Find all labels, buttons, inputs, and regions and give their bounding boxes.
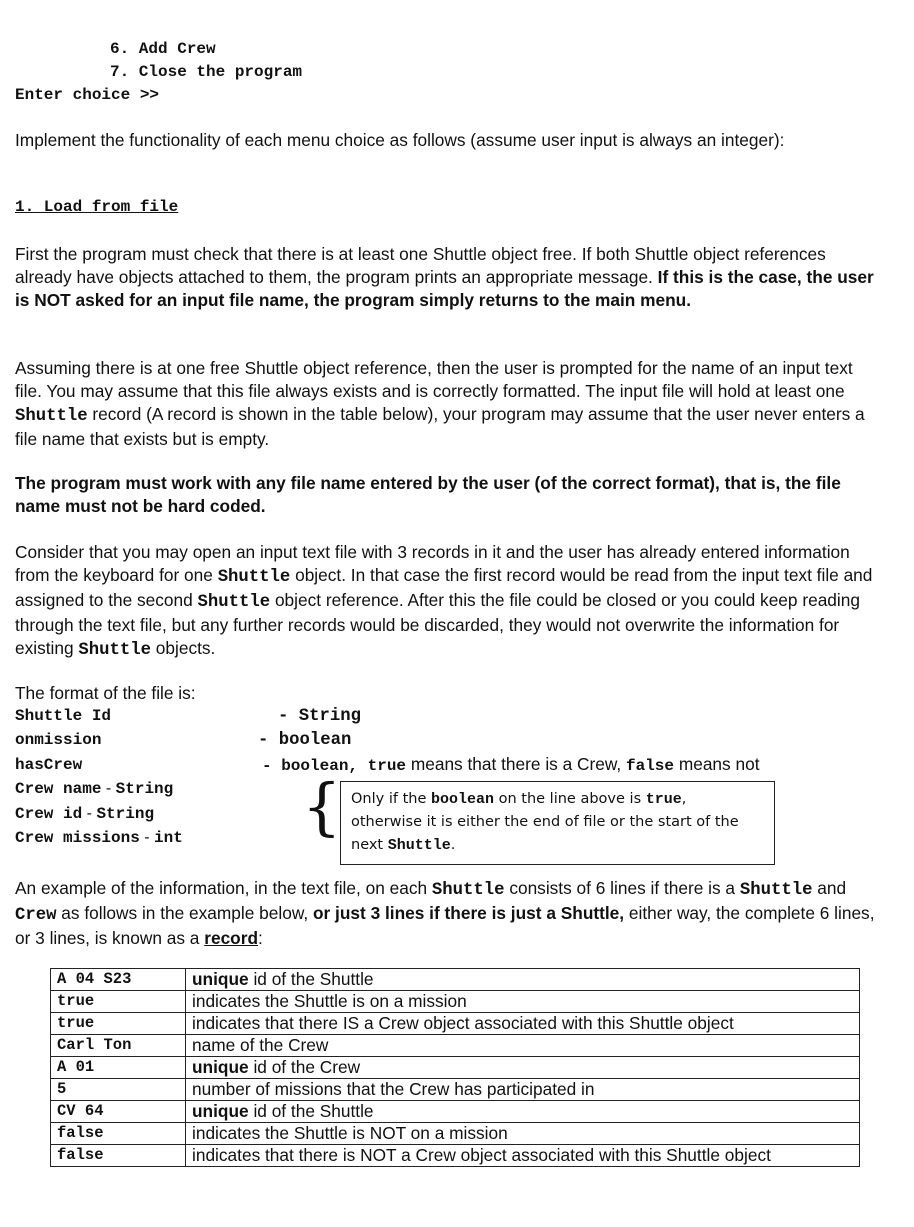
table-row: true indicates the Shuttle is on a mission — [51, 991, 860, 1013]
format-type-shuttle-id: - String — [278, 707, 361, 726]
record-example-table — [50, 968, 860, 1167]
intro-paragraph: Implement the functionality of each menu choice as follows (assume user input is always an integer): — [15, 130, 785, 150]
menu-item-close-program: 7. Close the program — [110, 63, 303, 81]
format-field-onmission: onmission — [15, 731, 102, 749]
curly-brace-icon: { — [302, 770, 342, 843]
format-field-shuttle-id: Shuttle Id — [15, 707, 112, 725]
table-row: CV 64 unique id of the Shuttle — [51, 1101, 860, 1123]
table-row: A 04 S23 unique id of the Shuttle — [51, 969, 860, 991]
section-heading-load-from-file: 1. Load from file — [15, 198, 179, 216]
table-row: A 01 unique id of the Crew — [51, 1057, 860, 1079]
menu-item-add-crew: 6. Add Crew — [110, 40, 216, 58]
format-type-onmission: - boolean — [258, 731, 352, 750]
table-row: false indicates that there is NOT a Crew object associated with this Shuttle object — [51, 1145, 860, 1167]
table-row: true indicates that there IS a Crew object associated with this Shuttle object — [51, 1013, 860, 1035]
menu-prompt: Enter choice >> — [15, 86, 160, 104]
format-field-hascrew: hasCrew — [15, 756, 83, 774]
paragraph-record-example: An example of the information, in the text file, on each Shuttle consists of 6 lines if there is a Shuttle and Crew as follows in the example below, or just 3 lines if there is just a Shuttle, either way, the complete 6 lines, or 3 lines, is known as a record: — [15, 878, 875, 948]
format-field-crew-name: Crew name - String — [15, 780, 174, 798]
paragraph-input-file-prompt: Assuming there is at one free Shuttle object reference, then the user is prompted for the name of an input text file. You may assume that this file always exists and is correctly formatted. The input file will hold at least one Shuttle record (A record is shown in the table below), your program may assume that the user never enters a file name that exists but is empty. — [15, 358, 865, 449]
paragraph-no-hard-coding: The program must work with any file name entered by the user (of the correct format), that is, the file name must not be hard coded. — [15, 473, 841, 516]
format-type-hascrew: - boolean, true means that there is a Crew, false means not — [262, 754, 760, 775]
paragraph-record-handling: Consider that you may open an input text file with 3 records in it and the user has already entered information from the keyboard for one Shuttle object. In that case the first record would be read from the input text file and assigned to the second Shuttle object reference. After this the file could be closed or you could keep reading through the text file, but any further records would be discarded, they would not overwrite the information for existing Shuttle objects. — [15, 542, 873, 660]
format-field-crew-missions: Crew missions - int — [15, 829, 183, 847]
format-intro: The format of the file is: — [15, 683, 196, 703]
table-row: Carl Ton name of the Crew — [51, 1035, 860, 1057]
crew-condition-note: Only if the boolean on the line above is true, otherwise it is either the end of file or the start of the next Shuttle. — [340, 781, 775, 865]
table-row: false indicates the Shuttle is NOT on a mission — [51, 1123, 860, 1145]
format-field-crew-id: Crew id - String — [15, 805, 155, 823]
table-row: 5 number of missions that the Crew has participated in — [51, 1079, 860, 1101]
paragraph-check-free-shuttle: First the program must check that there is at least one Shuttle object free. If both Shuttle object references already have objects attached to them, the program prints an appropriate message. If this is the case, the user is NOT asked for an input file name, the program simply returns to the main menu. — [15, 244, 874, 310]
